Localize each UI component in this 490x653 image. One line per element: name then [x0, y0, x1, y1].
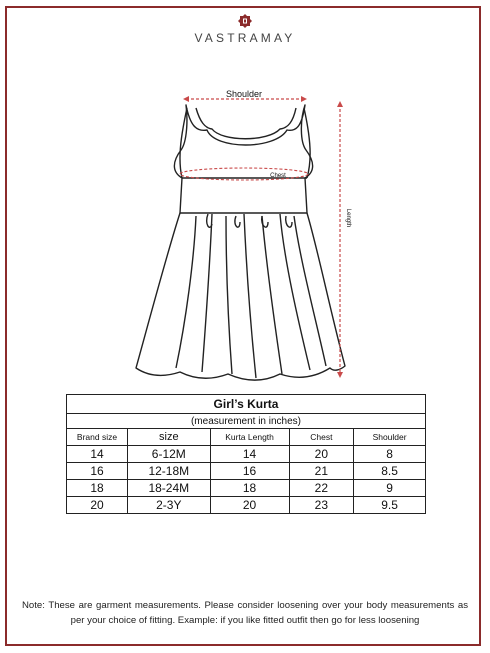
cell-chest: 21 — [289, 463, 354, 480]
cell-kurta-length: 20 — [210, 497, 289, 514]
header-size: size — [128, 429, 211, 446]
cell-shoulder: 9 — [354, 480, 426, 497]
length-label: Length — [345, 208, 351, 228]
cell-shoulder: 8 — [354, 446, 426, 463]
cell-brand-size: 18 — [67, 480, 128, 497]
cell-chest: 22 — [289, 480, 354, 497]
cell-size: 6-12M — [128, 446, 211, 463]
cell-chest: 20 — [289, 446, 354, 463]
table-row — [67, 446, 426, 463]
cell-size: 12-18M — [128, 463, 211, 480]
cell-brand-size: 20 — [67, 497, 128, 514]
shoulder-label: Shoulder — [225, 89, 263, 99]
cell-kurta-length: 18 — [210, 480, 289, 497]
cell-shoulder: 8.5 — [354, 463, 426, 480]
dress-outline — [136, 105, 345, 380]
header-kurta-length: Kurta Length — [210, 429, 289, 446]
cell-size: 2-3Y — [128, 497, 211, 514]
cell-chest: 23 — [289, 497, 354, 514]
table-row — [67, 497, 426, 514]
cell-brand-size: 14 — [67, 446, 128, 463]
table-row — [67, 463, 426, 480]
header-brand-size: Brand size — [67, 429, 128, 446]
cell-brand-size: 16 — [67, 463, 128, 480]
cell-kurta-length: 16 — [210, 463, 289, 480]
brand-name: VASTRAMAY — [194, 31, 296, 45]
cell-shoulder: 9.5 — [354, 497, 426, 514]
header-shoulder: Shoulder — [354, 429, 426, 446]
chest-label: Chest — [270, 173, 286, 179]
cell-kurta-length: 14 — [210, 446, 289, 463]
header-chest: Chest — [289, 429, 354, 446]
fit-note: Note: These are garment measurements. Please consider loosening over your body measurements as per your choice of fitting. Example: if you like fitted outfit then go for less loosening — [22, 600, 468, 626]
cell-size: 18-24M — [128, 480, 211, 497]
table-title: Girl’s Kurta — [67, 395, 426, 414]
table-subtitle: (measurement in inches) — [67, 414, 426, 429]
table-row — [67, 480, 426, 497]
size-chart-table — [66, 394, 426, 514]
